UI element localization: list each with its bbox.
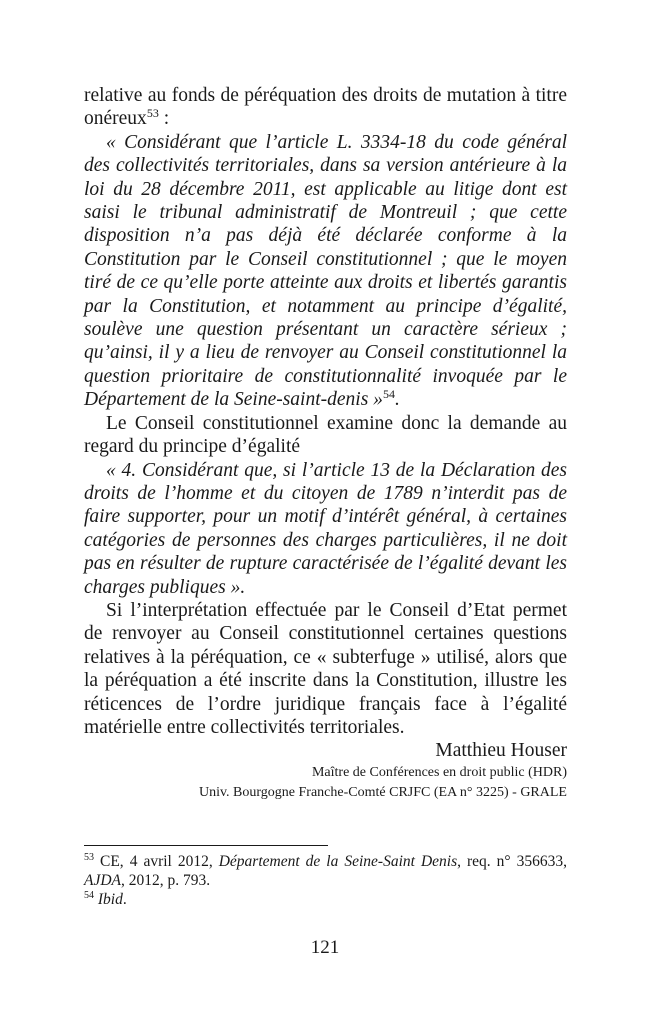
page-body — [84, 84, 567, 803]
quote-conseil-etat: « Considérant que l’article L. 3334-18 du code général des collectivités territoriales, dans sa version antérieure à la loi du 28 décembre 2011, est applicable au litige dont est saisi le tribunal administratif de Montreuil ; que cette disposition n’a pas déjà été déclarée conforme à la Constitution par le Conseil constitutionnel ; que le moyen tiré de ce qu’elle porte atteinte aux droits et libertés garantis par la Constitution, et notamment au principe d’égalité, soulève une question présentant un caractère sérieux ; qu’ainsi, il y a lieu de renvoyer au Conseil constitutionnel la question prioritaire de constitutionnalité invoquée par le Département de la Seine-saint-denis »$^{54}$. — [84, 131, 567, 411]
footnotes — [84, 845, 567, 909]
author-name: Matthieu Houser — [435, 740, 567, 762]
paragraph-conclusion: Si l’interprétation effectuée par le Conseil d’Etat permet de renvoyer au Conseil constitutionnel certaines questions relatives à la péréquation, ce « subterfuge » utilisé, alors que la péréquation a été inscrite dans la Constitution, illustre les réticences de l’ordre juridique français face à l’égalité matérielle entre collectivités territoriales. — [84, 599, 567, 738]
paragraph-intro: relative au fonds de péréquation des droits de mutation à titre onéreux$^{53}$ : — [84, 85, 567, 130]
author-title: Maître de Conférences en droit public (HDR) — [311, 765, 567, 781]
quote-conseil-constitutionnel: « 4. Considérant que, si l’article 13 de la Déclaration des droits de l’homme et du citoyen de 1789 n’interdit pas de faire supporter, pour un motif d’intérêt général, à certaines catégories de personnes des charges particulières, il ne doit pas en résulter de rupture caractérisée de l’égalité devant les charges publiques ». — [84, 459, 567, 598]
footnote-53: $^{53}$ CE, 4 avril 2012, Département de la Seine-Saint Denis, req. n° 356633, AJDA, 2012, p. 793. — [84, 852, 567, 889]
footnote-54: $^{54}$ Ibid. — [84, 890, 127, 908]
page-number: 121 — [310, 937, 340, 958]
author-institution: Univ. Bourgogne Franche-Comté CRJFC (EA n° 3225) - GRALE — [198, 785, 567, 801]
footnote-ref-53[interactable]: 53 — [146, 106, 159, 121]
footnote-divider — [84, 845, 328, 846]
paragraph-examine: Le Conseil constitutionnel examine donc la demande au regard du principe d’égalité — [84, 412, 567, 458]
footnote-ref-54[interactable]: 54 — [382, 387, 395, 402]
